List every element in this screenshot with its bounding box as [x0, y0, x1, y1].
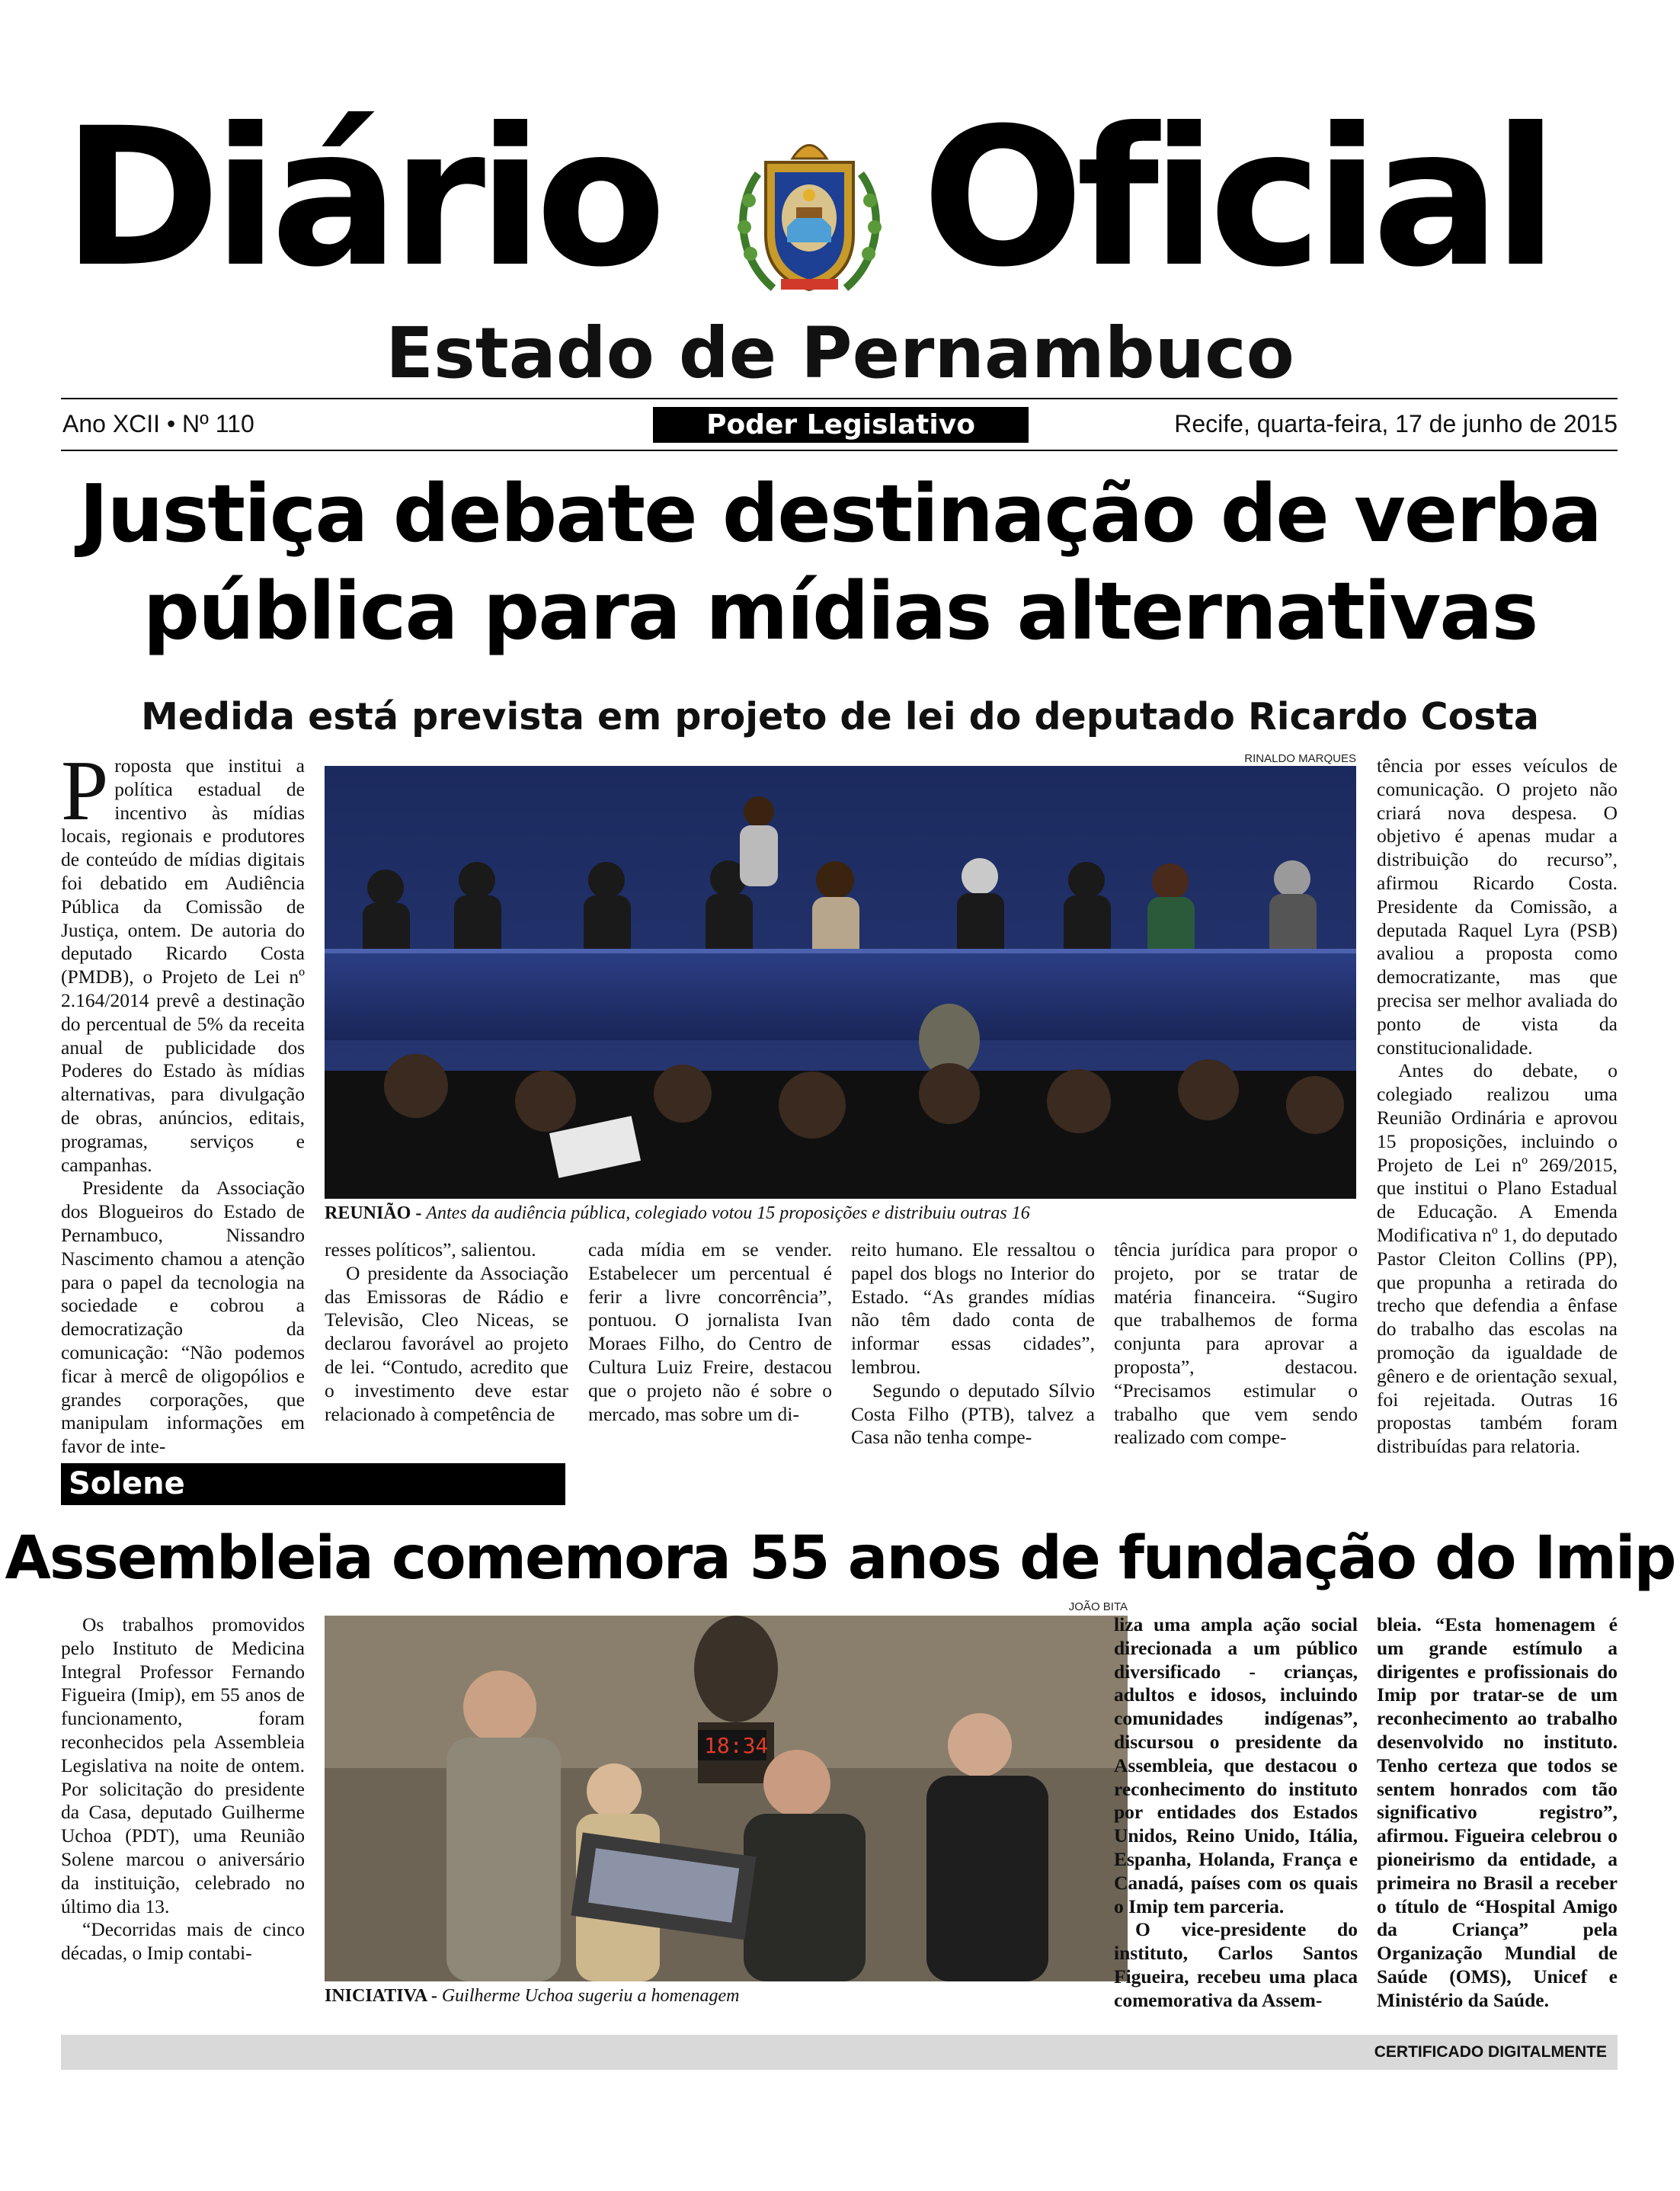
lead-headline-line1: Justiça debate destinação de verba: [78, 467, 1602, 560]
second-caption-label: INICIATIVA -: [325, 1986, 437, 2006]
second-photo-caption: [325, 1985, 1132, 2007]
masthead-word-diario: Diário: [62, 87, 659, 309]
second-col1-para1: Os trabalhos promovidos pelo Instituto de Medicina Integral Professor Fernando Figueira (Imip), em 55 anos de funcionamento, foram reconhecidos pela Assembleia Legislativa na noite de ontem. Por solicitação do presidente da Casa, deputado Guilherme Uchoa (PDT), uma Reunião Solene marcou o aniversário da instituição, celebrado no último dia 13.: [61, 1613, 305, 1917]
lead-photo-committee-hearing: [325, 766, 1356, 1199]
lead-col6-para1: tência por esses veículos de comunicação. O projeto não criará nova despesa. O objetivo é apenas mudar a distribuição do recurso”, afirmou Ricardo Costa. Presidente da Comissão, a deputada Raquel Lyra (PSB) avaliou a proposta como democratizante, mas que precisa ser melhor avaliada do ponto de vista da constitucionalidade.: [1377, 754, 1618, 1059]
second-headline: Assembleia comemora 55 anos de fundação do Imip: [5, 1524, 1675, 1593]
lead-caption-label: REUNIÃO -: [325, 1203, 422, 1223]
lead-col3-para1: cada mídia em se vender. Estabelecer um percentual é ferir a livre concorrência”, pontuou. O jornalista Ivan Moraes Filho, do Centro de Cultura Luiz Freire, destacou que o projeto não é sobre o mercado, mas sobre um di-: [588, 1238, 832, 1425]
lead-column-1: [61, 744, 305, 1459]
pernambuco-coat-of-arms: [728, 128, 891, 300]
lead-subhead: Medida está prevista em projeto de lei do deputado Ricardo Costa: [141, 695, 1539, 738]
lead-col1-para1: roposta que institui a política estadual de incentivo às mídias locais, regionais e produtores de conteúdo de mídias digitais foi debatido em Audiência Pública da Comissão de Justiça, ontem. De autoria do deputado Ricardo Costa (PMDB), o Projeto de Lei nº 2.164/2014 prevê a destinação do percentual de 5% da receita anual de publicidade dos Poderes do Estado às mídias alternativas, para divulgação de obras, anúncios, editais, programas, serviços e campanhas.: [61, 754, 305, 1176]
dateline: Recife, quarta-feira, 17 de junho de 2015: [1174, 410, 1618, 437]
section-tag-solene: Solene: [61, 1463, 565, 1505]
lead-column-2: [325, 1238, 568, 1426]
lead-col1-para2: Presidente da Associação dos Blogueiros do Estado de Pernambuco, Nissandro Nascimento chamou a atenção para o papel da tecnologia na sociedade e cobrou a democratização da comunicação: “Não podemos ficar à mercê de oligopólios e grandes corporações, que manipulam informações em favor de inte-: [61, 1177, 305, 1458]
second-caption-text: Guilherme Uchoa sugeriu a homenagem: [441, 1986, 740, 2006]
second-column-3: [1377, 1613, 1618, 2013]
lead-column-4: [851, 1238, 1095, 1449]
footer-certified-bar: CERTIFICADO DIGITALMENTE: [61, 2035, 1618, 2070]
lead-column-3: [588, 1238, 832, 1426]
lead-column-6: [1377, 754, 1618, 1459]
second-col2-para2: O vice-presidente do instituto, Carlos Santos Figueira, recebeu uma placa comemorativa da Assem-: [1114, 1918, 1358, 2011]
dropcap: P: [61, 744, 109, 838]
lead-col6-para2: Antes do debate, o colegiado realizou uma Reunião Ordinária e aprovou 15 proposições, incluindo o Projeto de Lei nº 269/2015, que institui o Plano Estadual de Educação. A Emenda Modificativa nº 1, do deputado Pastor Cleiton Collins (PP), que propunha a retirada do trecho que defendia a ênfase do trabalho das escolas na promoção da igualdade de gênero e de orientação sexual, foi rejeitada. Outras 16 propostas também foram distribuídas para relatoria.: [1377, 1059, 1618, 1458]
lead-caption-text: Antes da audiência pública, colegiado votou 15 proposições e distribuiu outras 16: [426, 1203, 1030, 1223]
masthead-word-oficial: Oficial: [922, 87, 1551, 309]
second-photo-credit: JOÃO BITA: [1068, 1600, 1128, 1613]
lead-photo-caption: [325, 1203, 1361, 1224]
section-label: Poder Legislativo: [653, 407, 1029, 443]
lead-photo-credit: RINALDO MARQUES: [1244, 752, 1356, 765]
lead-column-5: [1114, 1238, 1358, 1449]
lead-col5-para1: tência jurídica para propor o projeto, por se tratar de matéria financeira. “Sugiro que trabalhemos de forma conjunta para aprovar a proposta”, destacou. “Precisamos estimular o trabalho que vem sendo realizado com compe-: [1114, 1238, 1358, 1449]
issue-number: Ano XCII • Nº 110: [62, 410, 254, 437]
second-column-2: [1114, 1613, 1358, 2013]
second-column-1: [61, 1613, 305, 1965]
lead-headline: [0, 465, 1680, 660]
second-col1-para2: “Decorridas mais de cinco décadas, o Imip contabi-: [61, 1918, 305, 1965]
masthead-subtitle: Estado de Pernambuco: [386, 312, 1294, 394]
masthead-rule-top: [61, 398, 1618, 399]
svg-text:18:34: 18:34: [704, 1733, 769, 1758]
lead-col2-para2: O presidente da Associação das Emissoras de Rádio e Televisão, Cleo Niceas, se declarou favorável ao projeto de lei. “Contudo, acredito que o investimento deve estar relacionado à competência de: [325, 1261, 568, 1425]
second-col2-para1: liza uma ampla ação social direcionada a um público diversificado - crianças, adultos e idosos, incluindo comunidades indígenas”, discursou o presidente da Assembleia, que destacou o reconhecimento do instituto por entidades dos Estados Unidos, Reino Unido, Itália, Espanha, Holanda, França e Canadá, países com os quais o Imip tem parceria.: [1114, 1613, 1358, 1917]
lead-col4-para2: Segundo o deputado Sílvio Costa Filho (PTB), talvez a Casa não tenha compe-: [851, 1379, 1095, 1449]
second-photo-ceremony: [325, 1616, 1128, 1981]
lead-col4-para1: reito humano. Ele ressaltou o papel dos blogs no Interior do Estado. “As grandes mídias não têm dado conta de informar essas cidades”, lembrou.: [851, 1238, 1095, 1378]
second-col3-para1: bleia. “Esta homenagem é um grande estímulo a dirigentes e profissionais do Imip por tratar-se de um reconhecimento ao trabalho desenvolvido no instituto. Tenho certeza que todos se sentem honrados com tão significativo registro”, afirmou. Figueira celebrou o pioneirismo da entidade, a primeira no Brasil a receber o título de “Hospital Amigo da Criança” pela Organização Mundial de Saúde (OMS), Unicef e Ministério da Saúde.: [1377, 1613, 1618, 2011]
masthead-rule-bottom: [61, 450, 1618, 451]
lead-col2-para1: resses políticos”, salientou.: [325, 1238, 536, 1260]
lead-headline-line2: pública para mídias alternativas: [142, 565, 1538, 658]
